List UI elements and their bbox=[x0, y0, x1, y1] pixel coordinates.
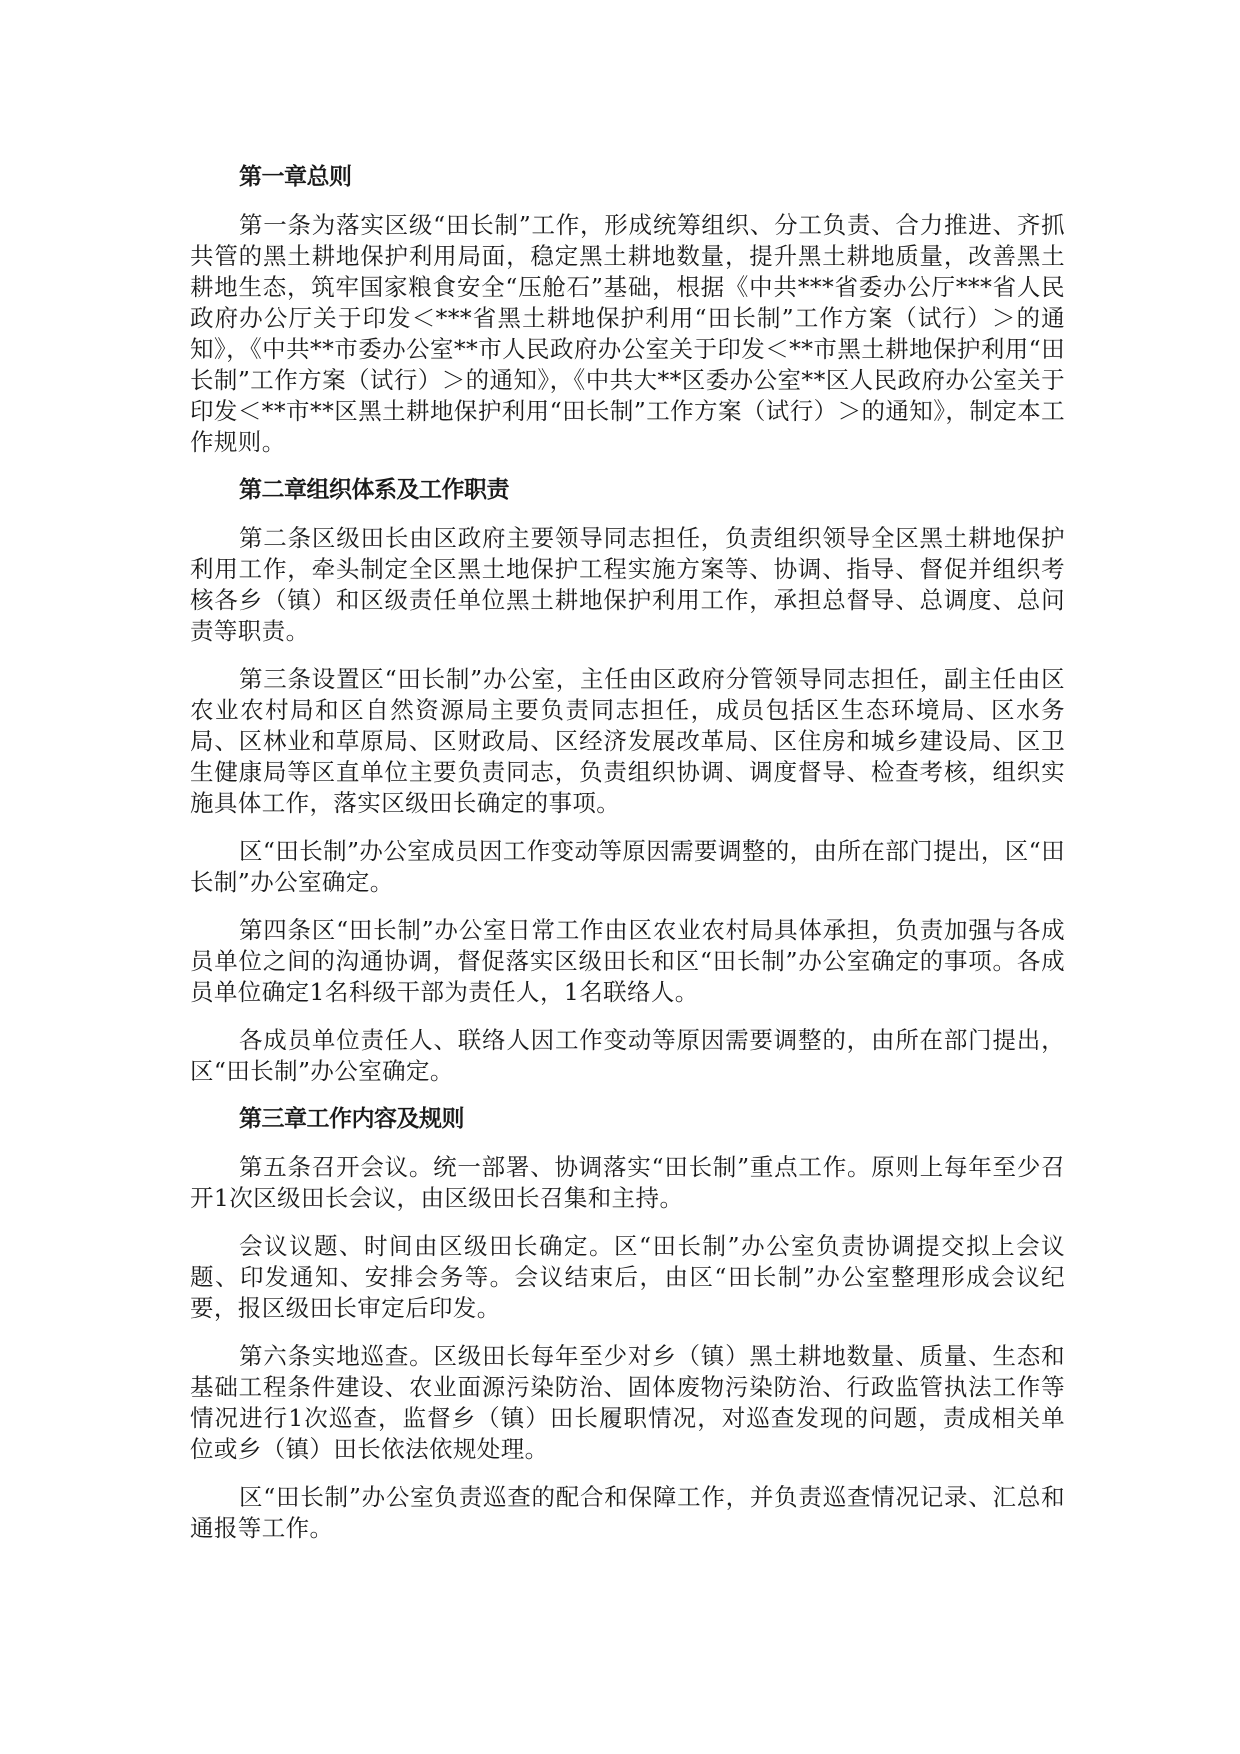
article-3-supplement-paragraph: 区“田长制”办公室成员因工作变动等原因需要调整的，由所在部门提出，区“田长制”办公室确定。 bbox=[190, 837, 1065, 896]
article-3-paragraph: 第三条设置区“田长制”办公室，主任由区政府分管领导同志担任，副主任由区农业农村局和区自然资源局主要负责同志担任，成员包括区生态环境局、区水务局、区林业和草原局、区财政局、区经济发展改革局、区住房和城乡建设局、区卫生健康局等区直单位主要负责同志，负责组织协调、调度督导、检查考核，组织实施具体工作，落实区级田长确定的事项。 bbox=[190, 665, 1065, 817]
article-6-paragraph: 第六条实地巡查。区级田长每年至少对乡（镇）黑土耕地数量、质量、生态和基础工程条件建设、农业面源污染防治、固体废物污染防治、行政监管执法工作等情况进行1次巡查，监督乡（镇）田长履职情况，对巡查发现的问题，责成相关单位或乡（镇）田长依法依规处理。 bbox=[190, 1342, 1065, 1463]
article-2-paragraph: 第二条区级田长由区政府主要领导同志担任，负责组织领导全区黑土耕地保护利用工作，牵头制定全区黑土地保护工程实施方案等、协调、指导、督促并组织考核各乡（镇）和区级责任单位黑土耕地保护利用工作，承担总督导、总调度、总问责等职责。 bbox=[190, 524, 1065, 645]
article-4-supplement-paragraph: 各成员单位责任人、联络人因工作变动等原因需要调整的，由所在部门提出，区“田长制”办公室确定。 bbox=[190, 1026, 1065, 1085]
article-5-paragraph: 第五条召开会议。统一部署、协调落实“田长制”重点工作。原则上每年至少召开1次区级田长会议，由区级田长召集和主持。 bbox=[190, 1153, 1065, 1212]
article-4-paragraph: 第四条区“田长制”办公室日常工作由区农业农村局具体承担，负责加强与各成员单位之间的沟通协调，督促落实区级田长和区“田长制”办公室确定的事项。各成员单位确定1名科级干部为责任人，1名联络人。 bbox=[190, 916, 1065, 1006]
chapter-1-heading: 第一章总则 bbox=[239, 164, 352, 190]
article-5-supplement-paragraph: 会议议题、时间由区级田长确定。区“田长制”办公室负责协调提交拟上会议题、印发通知、安排会务等。会议结束后，由区“田长制”办公室整理形成会议纪要，报区级田长审定后印发。 bbox=[190, 1232, 1065, 1322]
article-6-supplement-paragraph: 区“田长制”办公室负责巡查的配合和保障工作，并负责巡查情况记录、汇总和通报等工作。 bbox=[190, 1483, 1065, 1542]
article-1-paragraph: 第一条为落实区级“田长制”工作，形成统筹组织、分工负责、合力推进、齐抓共管的黑土耕地保护利用局面，稳定黑土耕地数量，提升黑土耕地质量，改善黑土耕地生态，筑牢国家粮食安全“压舱石”基础，根据《中共***省委办公厅***省人民政府办公厅关于印发＜***省黑土耕地保护利用“田长制”工作方案（试行）＞的通知》，《中共**市委办公室**市人民政府办公室关于印发＜**市黑土耕地保护利用“田长制”工作方案（试行）＞的通知》，《中共大**区委办公室**区人民政府办公室关于印发＜**市**区黑土耕地保护利用“田长制”工作方案（试行）＞的通知》，制定本工作规则。 bbox=[190, 211, 1065, 456]
chapter-3-heading: 第三章工作内容及规则 bbox=[239, 1106, 464, 1132]
document-page bbox=[190, 162, 1065, 1561]
chapter-2-heading: 第二章组织体系及工作职责 bbox=[239, 477, 509, 503]
